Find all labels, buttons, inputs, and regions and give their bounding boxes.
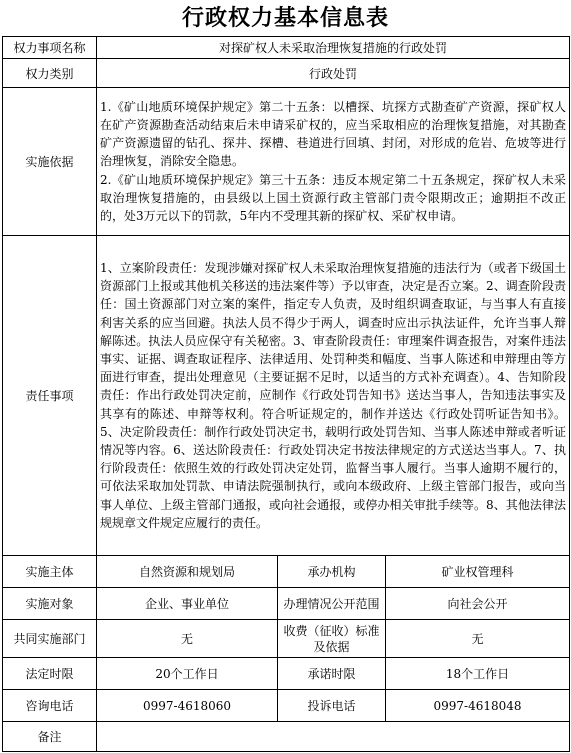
- duty-content: 1、立案阶段责任：发现涉嫌对探矿权人未采取治理恢复措施的违法行为（或者下级国土资源部门上报或其他机关移送的违法案件等）予以审查，决定是否立案。2、调查阶段责任：国土资源部门对立案的案件，指定专人负责，及时组织调查取证，与当事人有直接利害关系的应当回避。执法人员不得少于两人，调查时应出示执法证件，允许当事人辩解陈述。执法人员应保守有关秘密。3、审查阶段责任：审理案件调查报告，对案件违法事实、证据、调查取证程序、法律适用、处罚种类和幅度、当事人陈述和申辩理由等方面进行审查，提出处理意见（主要证据不足时，以适当的方式补充调查）。4、告知阶段责任：作出行政处罚决定前，应制作《行政处罚告知书》送达当事人，告知违法事实及其享有的陈述、申辩等权利。符合听证规定的，制作并送达《行政处罚听证告知书》。5、决定阶段责任：制作行政处罚决定书，载明行政处罚告知、当事人陈述申辩或者听证情况等内容。6、送达阶段责任：行政处罚决定书按法律规定的方式送达当事人。7、执行阶段责任：依照生效的行政处罚决定处罚，监督当事人履行。当事人逾期不履行的，可依法采取加处罚款、申请法院强制执行，或向本级政府、上级主管部门报告，或向当事人单位、上级主管部门通报，或向社会通报，或停办相关审批手续等。8、其他法律法规规章文件规定应履行的责任。: [97, 236, 570, 556]
- row-basis: [3, 88, 570, 236]
- remark-label: 备注: [3, 722, 97, 752]
- basis-paragraph-2: 2.《矿山地质环境保护规定》第三十五条：违反本规定第二十五条规定，探矿权人未采取治理恢复措施的，由县级以上国土资源行政主管部门责令限期改正；逾期拒不改正的，处3万元以下的罚款，5年内不受理其新的探矿权、采矿权申请。: [100, 172, 567, 223]
- row-time: [3, 658, 570, 690]
- power-name-label: 权力事项名称: [3, 37, 97, 59]
- target-value: 企业、事业单位: [97, 588, 278, 620]
- legal-time-value: 20个工作日: [97, 658, 278, 690]
- power-type-label: 权力类别: [3, 59, 97, 88]
- disclosure-label: 办理情况公开范围: [278, 588, 386, 620]
- complaint-label: 投诉电话: [278, 690, 386, 722]
- basis-paragraph-1: 1.《矿山地质环境保护规定》第二十五条：以槽探、坑探方式勘查矿产资源，探矿权人在矿产资源勘查活动结束后未申请采矿权的，应当采取相应的治理恢复措施，对其勘查矿产资源遗留的钻孔、探井、探槽、巷道进行回填、封闭，对形成的危岩、危坡等进行治理恢复，消除安全隐患。: [100, 99, 567, 169]
- row-subject: [3, 556, 570, 588]
- remark-value: [97, 722, 570, 752]
- phone-value: 0997-4618060: [97, 690, 278, 722]
- row-phone: [3, 690, 570, 722]
- fee-label: 收费（征收）标准及依据: [278, 620, 386, 658]
- row-remark: [3, 722, 570, 752]
- basis-label: 实施依据: [3, 88, 97, 236]
- subject-value: 自然资源和规划局: [97, 556, 278, 588]
- power-name-value: 对探矿权人未采取治理恢复措施的行政处罚: [97, 37, 570, 59]
- subject-label: 实施主体: [3, 556, 97, 588]
- row-duty: [3, 236, 570, 556]
- row-power-name: [3, 37, 570, 59]
- page-title: 行政权力基本信息表: [181, 5, 389, 31]
- agency-label: 承办机构: [278, 556, 386, 588]
- promise-time-label: 承诺时限: [278, 658, 386, 690]
- legal-time-label: 法定时限: [3, 658, 97, 690]
- duty-label: 责任事项: [3, 236, 97, 556]
- info-table: [2, 36, 570, 752]
- disclosure-value: 向社会公开: [386, 588, 570, 620]
- row-power-type: [3, 59, 570, 88]
- row-joint: [3, 620, 570, 658]
- joint-label: 共同实施部门: [3, 620, 97, 658]
- joint-value: 无: [97, 620, 278, 658]
- complaint-value: 0997-4618048: [386, 690, 570, 722]
- phone-label: 咨询电话: [3, 690, 97, 722]
- fee-value: 无: [386, 620, 570, 658]
- agency-value: 矿业权管理科: [386, 556, 570, 588]
- power-type-value: 行政处罚: [97, 59, 570, 88]
- promise-time-value: 18个工作日: [386, 658, 570, 690]
- basis-content: [97, 88, 570, 236]
- row-target: [3, 588, 570, 620]
- target-label: 实施对象: [3, 588, 97, 620]
